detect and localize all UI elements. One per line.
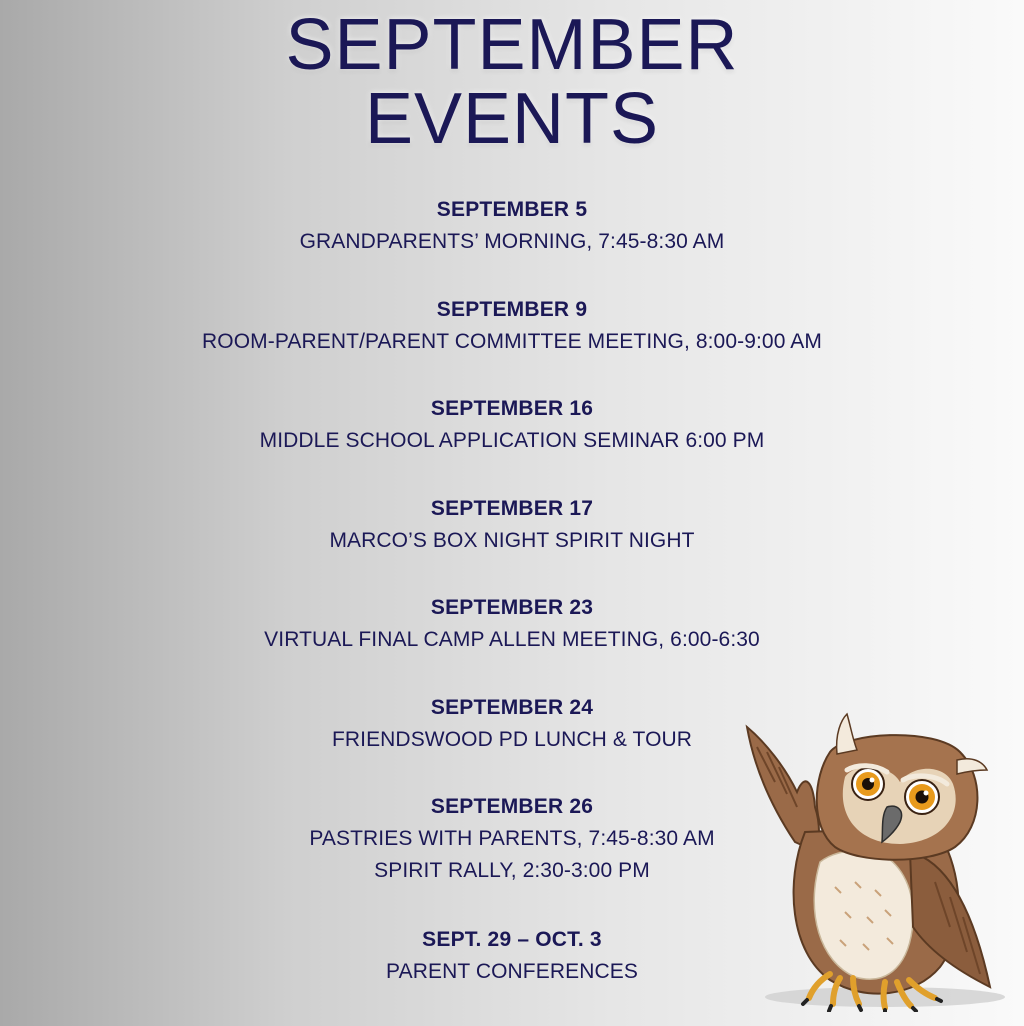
event-item — [0, 495, 1024, 595]
event-description: GRANDPARENTS’ MORNING, 7:45-8:30 AM — [299, 230, 725, 253]
event-description: PARENT CONFERENCES — [386, 960, 638, 983]
event-item — [0, 395, 1024, 495]
event-description: VIRTUAL FINAL CAMP ALLEN MEETING, 6:00-6:30 — [264, 628, 760, 651]
event-description: MIDDLE SCHOOL APPLICATION SEMINAR 6:00 PM — [259, 429, 765, 452]
event-date: SEPTEMBER 16 — [430, 397, 594, 420]
event-item — [0, 196, 1024, 296]
event-item — [0, 296, 1024, 396]
owl-mascot-icon — [735, 712, 1005, 1012]
event-date: SEPTEMBER 26 — [430, 795, 594, 818]
page-title — [0, 5, 1024, 159]
event-item — [0, 594, 1024, 694]
event-description: SPIRIT RALLY, 2:30-3:00 PM — [374, 859, 650, 882]
title-line-1: SEPTEMBER — [285, 5, 739, 85]
event-date: SEPT. 29 – OCT. 3 — [422, 928, 602, 951]
event-date: SEPTEMBER 23 — [430, 596, 594, 619]
title-line-2: EVENTS — [364, 79, 660, 159]
event-description: ROOM-PARENT/PARENT COMMITTEE MEETING, 8:00-9:00 AM — [202, 329, 822, 353]
event-date: SEPTEMBER 24 — [430, 695, 594, 719]
event-date: SEPTEMBER 17 — [430, 496, 594, 520]
event-description: FRIENDSWOOD PD LUNCH & TOUR — [331, 727, 693, 751]
event-description: PASTRIES WITH PARENTS, 7:45-8:30 AM — [309, 827, 715, 850]
event-description: MARCO’S BOX NIGHT SPIRIT NIGHT — [329, 528, 695, 552]
event-date: SEPTEMBER 9 — [436, 297, 588, 321]
event-date: SEPTEMBER 5 — [436, 198, 588, 221]
